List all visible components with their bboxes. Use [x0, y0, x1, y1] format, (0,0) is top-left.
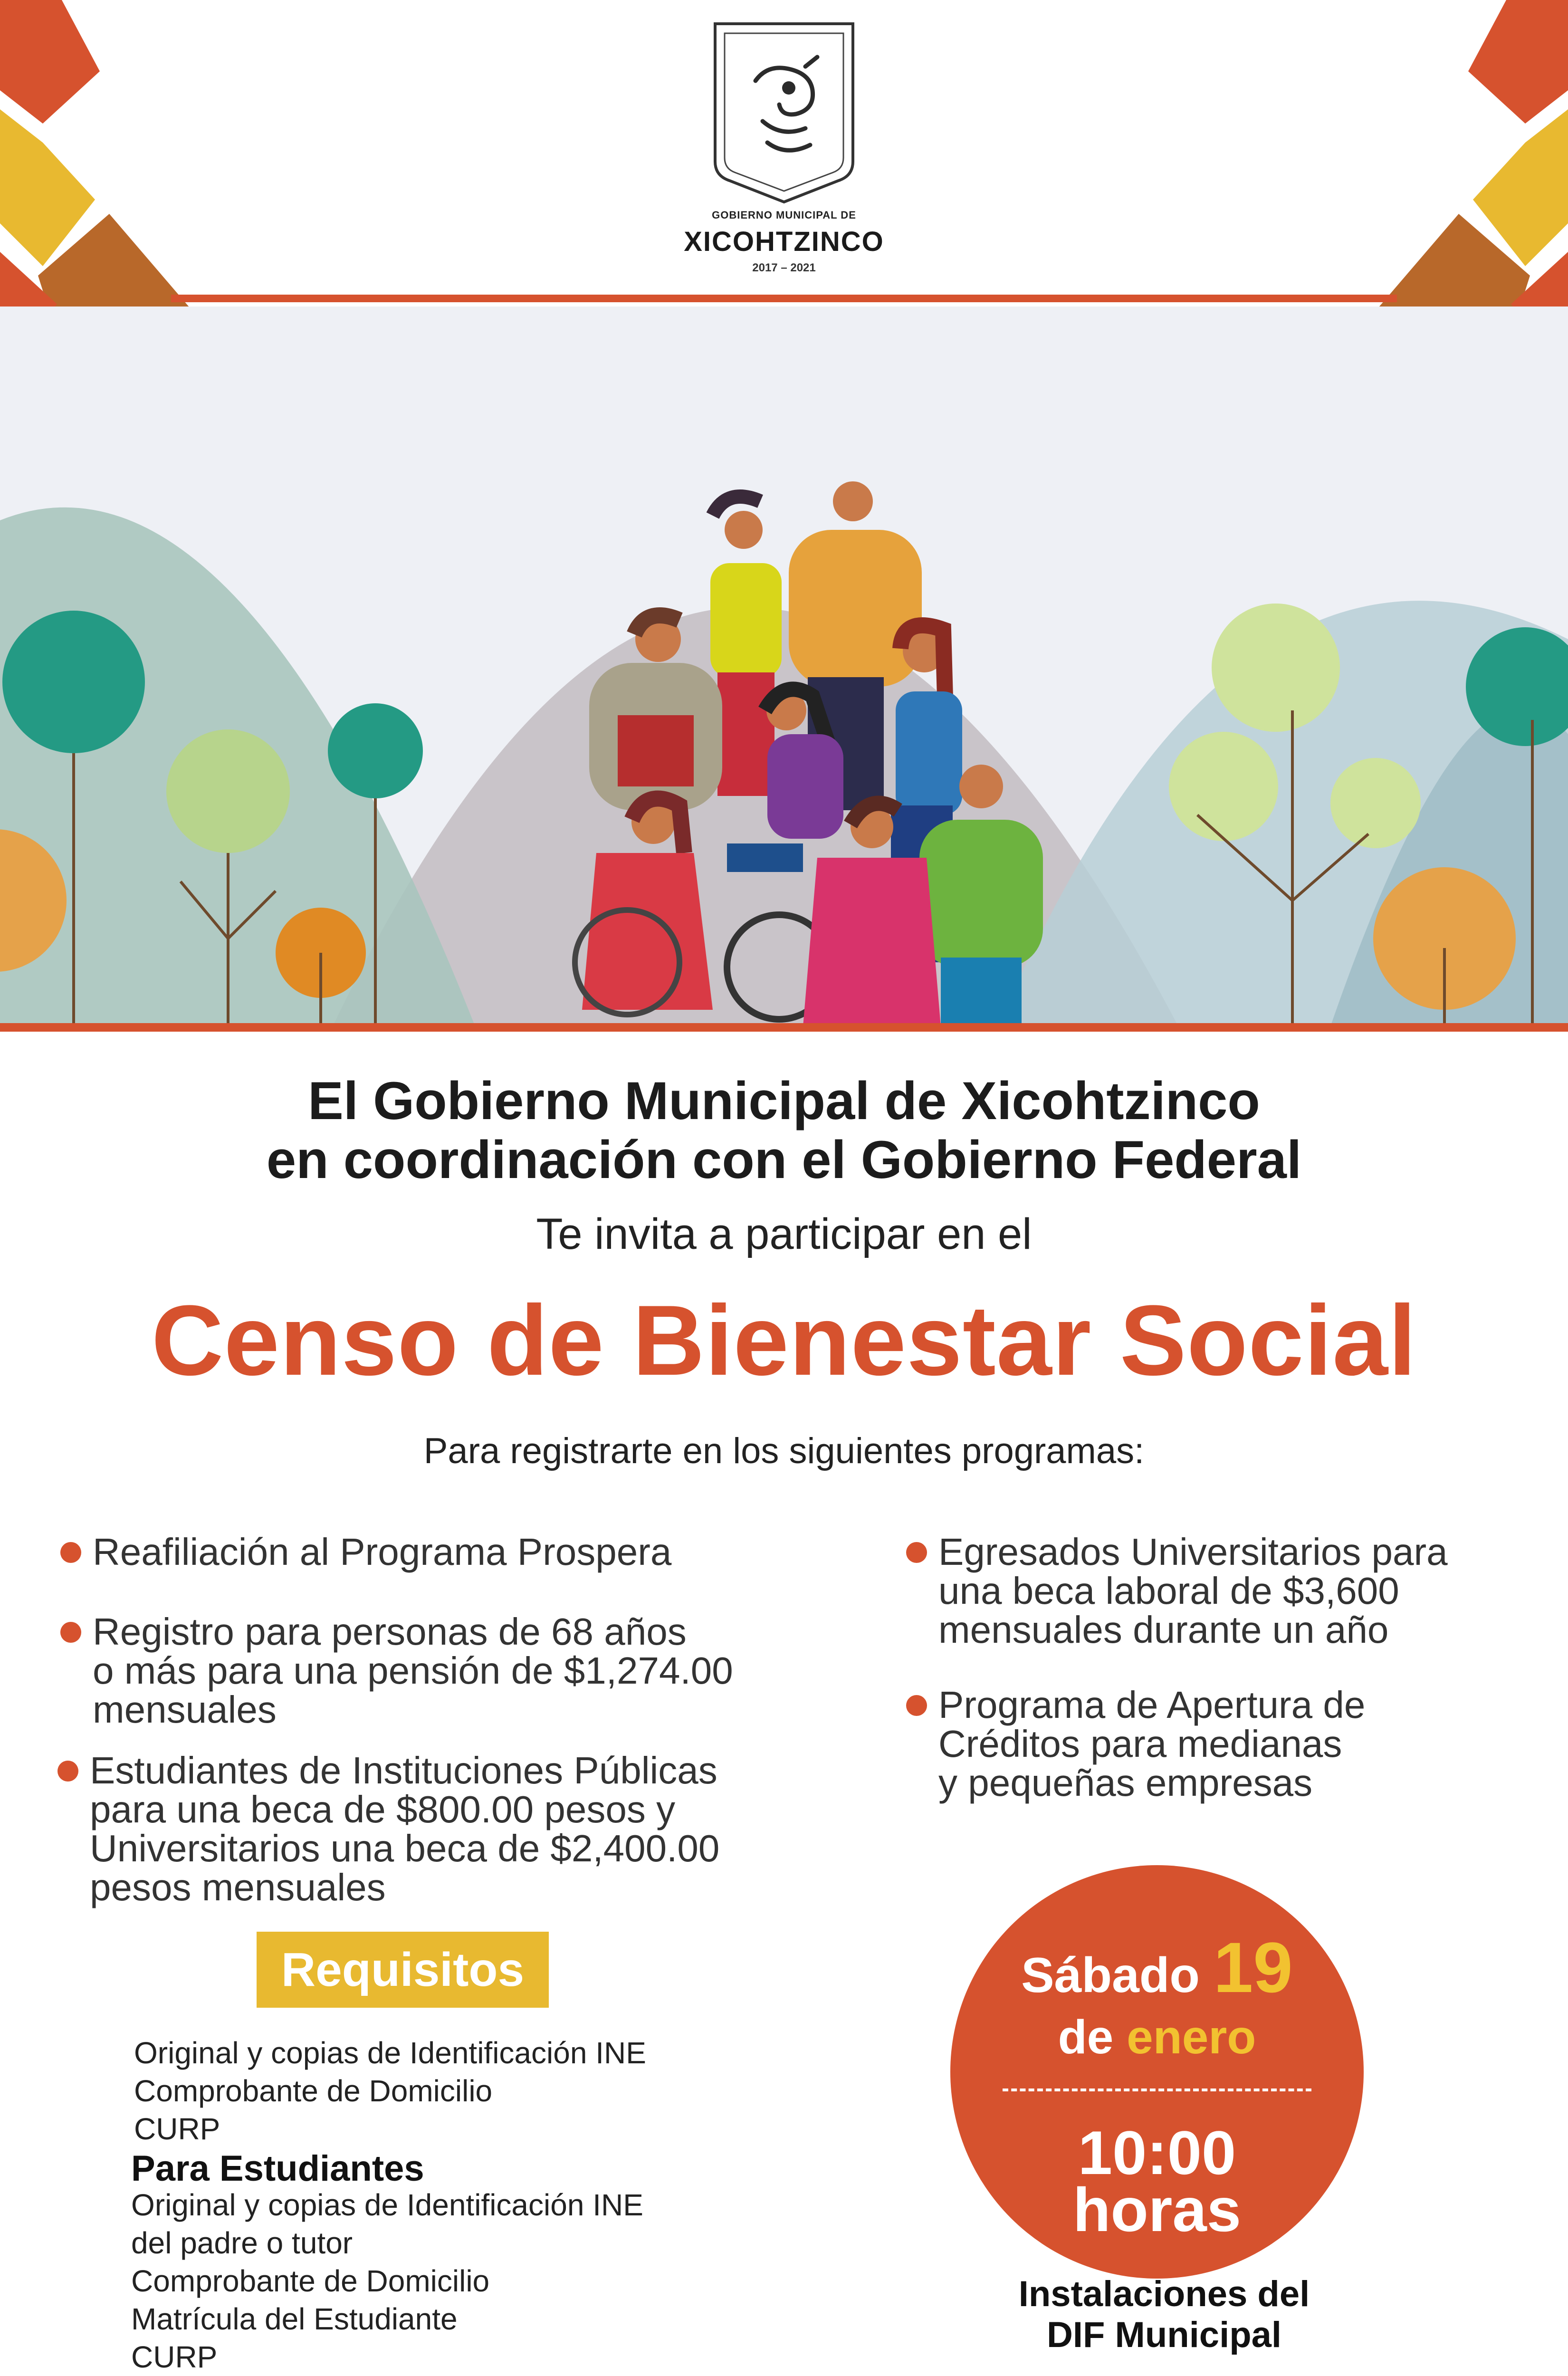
program-line: pesos mensuales	[90, 1866, 386, 1908]
requirements-badge: Requisitos	[257, 1932, 549, 2008]
program-item	[938, 1533, 1448, 1649]
bullet-dot	[906, 1542, 927, 1563]
program-line: Reafiliación al Programa Prospera	[93, 1531, 672, 1573]
program-line: Programa de Apertura de	[938, 1684, 1366, 1726]
intro-line-1: El Gobierno Municipal de Xicohtzinco	[308, 1071, 1260, 1131]
event-month-name: enero	[1127, 2011, 1256, 2064]
program-line: o más para una pensión de $1,274.00	[93, 1649, 733, 1692]
event-time: 10:00	[1078, 2118, 1236, 2187]
event-venue	[974, 2274, 1354, 2356]
government-label: GOBIERNO MUNICIPAL DE	[712, 209, 856, 221]
requirement-item: Comprobante de Domicilio	[134, 2074, 493, 2108]
program-line: Registro para personas de 68 años	[93, 1610, 687, 1653]
program-line: una beca laboral de $3,600	[938, 1570, 1399, 1612]
program-line: para una beca de $800.00 pesos y	[90, 1788, 676, 1830]
event-time-unit: horas	[1072, 2175, 1241, 2244]
bottom-divider	[0, 1023, 1568, 1032]
program-item	[90, 1751, 719, 1907]
intro-line-2: en coordinación con el Gobierno Federal	[266, 1130, 1302, 1189]
census-title: Censo de Bienestar Social	[151, 1284, 1417, 1396]
program-line: Créditos para medianas	[938, 1723, 1342, 1765]
bullet-dot	[57, 1761, 78, 1782]
event-month-prefix: de	[1058, 2011, 1114, 2064]
program-line: Egresados Universitarios para	[938, 1531, 1448, 1573]
requirements-students	[131, 2186, 643, 2376]
bullet-dot	[906, 1695, 927, 1716]
intro-heading	[0, 1072, 1568, 1189]
program-item	[93, 1533, 671, 1571]
municipal-shield-icon	[710, 19, 858, 204]
event-divider	[1003, 2089, 1311, 2091]
students-heading: Para Estudiantes	[131, 2148, 424, 2189]
requirement-item: CURP	[134, 2112, 220, 2146]
event-day-name: Sábado	[1021, 1948, 1200, 2003]
program-item	[93, 1612, 733, 1729]
requirement-item: Matrícula del Estudiante	[131, 2302, 458, 2336]
requirement-item: CURP	[131, 2340, 218, 2374]
requirement-item: Comprobante de Domicilio	[131, 2264, 490, 2298]
program-line: mensuales durante un año	[938, 1609, 1389, 1651]
event-day	[950, 1927, 1364, 2007]
requirements-general	[134, 2034, 646, 2148]
municipal-logo	[656, 19, 912, 285]
program-line: Estudiantes de Instituciones Públicas	[90, 1749, 717, 1792]
top-divider	[171, 295, 1397, 302]
bullet-dot	[60, 1542, 81, 1563]
venue-line-2: DIF Municipal	[1047, 2315, 1281, 2355]
event-month	[950, 2010, 1364, 2065]
event-day-number: 19	[1213, 1927, 1293, 2007]
program-line: y pequeñas empresas	[938, 1762, 1313, 1804]
community-illustration	[0, 307, 1568, 1026]
requirement-item: Original y copias de Identificación INE	[131, 2188, 643, 2222]
municipality-name: XICOHTZINCO	[684, 226, 884, 257]
requirement-item: del padre o tutor	[131, 2226, 353, 2260]
program-item	[938, 1686, 1365, 1802]
invite-text: Te invita a participar en el	[536, 1210, 1032, 1258]
bullet-dot	[60, 1622, 81, 1643]
program-line: Universitarios una beca de $2,400.00	[90, 1827, 720, 1869]
program-line: mensuales	[93, 1688, 277, 1731]
event-date-badge	[950, 1865, 1364, 2279]
venue-line-1: Instalaciones del	[1018, 2274, 1310, 2314]
government-term: 2017 – 2021	[752, 261, 816, 274]
requirement-item: Original y copias de Identificación INE	[134, 2036, 646, 2070]
programs-intro: Para registrarte en los siguientes programas:	[423, 1431, 1145, 1471]
